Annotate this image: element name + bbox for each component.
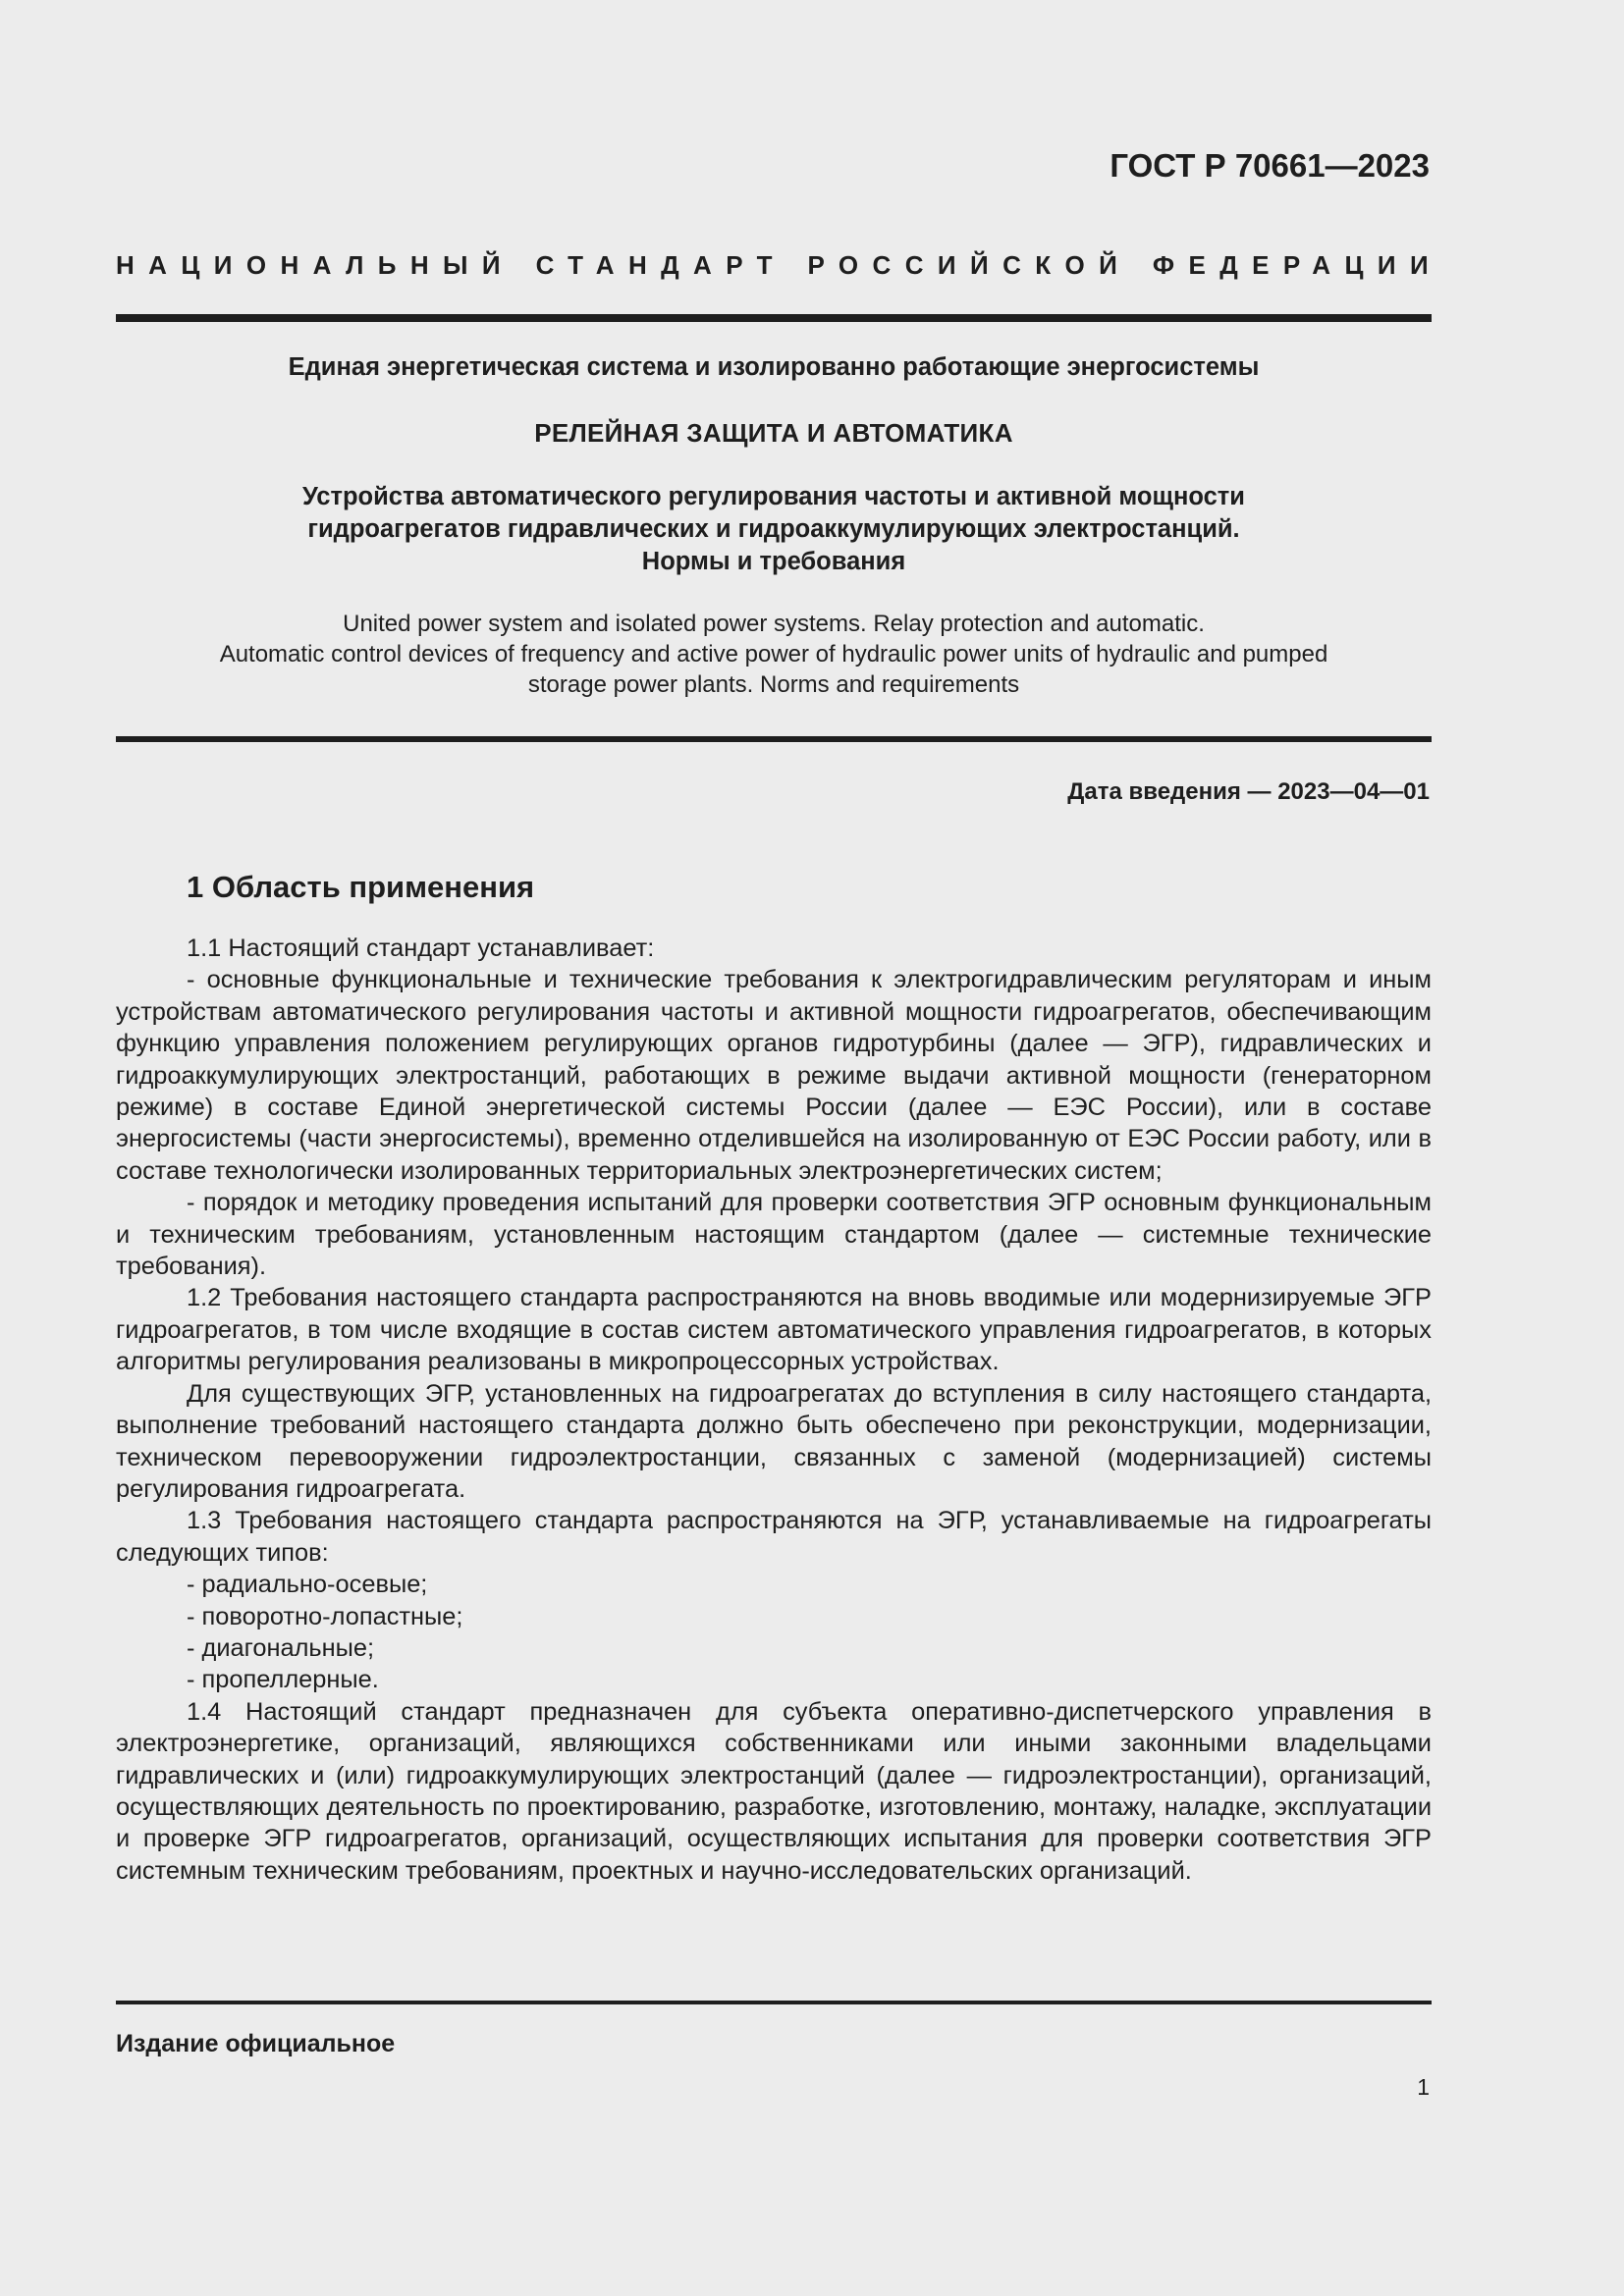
english-title [116,609,1432,700]
introduction-date: Дата введения — 2023—04—01 [1067,778,1430,805]
top-divider [116,314,1432,322]
title-devices-line: гидроагрегатов гидравлических и гидроаккумулирующих электростанций. [307,515,1240,543]
paragraph: 1.3 Требования настоящего стандарта распространяются на ЭГР, устанавливаемые на гидроагрегаты следующих типов: [116,1507,1432,1567]
title-devices-line: Устройства автоматического регулирования частоты и активной мощности [302,483,1245,510]
section-title: 1 Область применения [187,870,535,904]
paragraph: 1.1 Настоящий стандарт устанавливает: [187,934,655,962]
national-standard-heading: НАЦИОНАЛЬНЫЙ СТАНДАРТ РОССИЙСКОЙ ФЕДЕРАЦИИ [116,250,1443,280]
title-devices-line: Нормы и требования [641,548,906,575]
standard-designation: ГОСТ Р 70661—2023 [1110,147,1430,184]
english-title-line: storage power plants. Norms and requirements [527,671,1020,698]
paragraph: 1.4 Настоящий стандарт предназначен для субъекта оперативно-диспетчерского управления в электроэнергетике, организаций, являющихся собственниками или иными законными владельцами гидравлических и (или) гидроаккумулирующих электростанций (далее — гидроэлектростанции), организаций, осуществляющих деятельность по проектированию, разработке, изготовлению, монтажу, наладке, эксплуатации и проверке ЭГР гидроагрегатов, организаций, осуществляющих испытания для проверки соответствия ЭГР системным техническим требованиям, проектных и научно-исследовательских организаций. [116,1697,1432,1885]
list-item: - поворотно-лопастные; [187,1602,463,1630]
paragraph: - порядок и методику проведения испытаний для проверки соответствия ЭГР основным функциональным и техническим требованиям, установленным настоящим стандартом (далее — системные технические требования). [116,1189,1432,1281]
title-system: Единая энергетическая система и изолированно работающие энергосистемы [288,353,1260,381]
list-item: - диагональные; [187,1633,375,1662]
english-title-line: United power system and isolated power systems. Relay protection and automatic. [343,611,1205,637]
section-body [116,933,1432,1887]
paragraph: - основные функциональные и технические требования к электрогидравлическим регуляторам и иным устройствам автоматического регулирования частоты и активной мощности гидроагрегатов, обеспечивающим функцию управления положением регулирующих органов гидротурбины (далее — ЭГР), гидравлических и гидроаккумулирующих электростанций, работающих в режиме выдачи активной мощности (генераторном режиме) в составе Единой энергетической системы России (далее — ЕЭС России), или в составе энергосистемы (части энергосистемы), временно отделившейся на изолированную от ЕЭС России работу, или в составе технологически изолированных территориальных электроэнергетических систем; [116,966,1432,1185]
title-devices [116,481,1432,578]
list-item: - радиально-осевые; [187,1571,428,1599]
paragraph: 1.2 Требования настоящего стандарта распространяются на вновь вводимые или модернизируемые ЭГР гидроагрегатов, в том числе входящие в состав систем автоматического управления гидроагрегатов, в которых алгоритмы регулирования реализованы в микропроцессорных устройствах. [116,1284,1432,1376]
paragraph: Для существующих ЭГР, установленных на гидроагрегатах до вступления в силу настоящего стандарта, выполнение требований настоящего стандарта должно быть обеспечено при реконструкции, модернизации, техническом перевооружении гидроэлектростанции, связанных с заменой (модернизацией) системы регулирования гидроагрегата. [116,1379,1432,1503]
middle-divider [116,736,1432,742]
page-number: 1 [1417,2074,1430,2100]
official-edition-label: Издание официальное [116,2030,396,2057]
english-title-line: Automatic control devices of frequency and active power of hydraulic power units of hydraulic and pumped [219,641,1328,667]
bottom-divider [116,2001,1432,2004]
list-item: - пропеллерные. [187,1666,379,1694]
title-relay-protection: РЕЛЕЙНАЯ ЗАЩИТА И АВТОМАТИКА [534,418,1013,448]
